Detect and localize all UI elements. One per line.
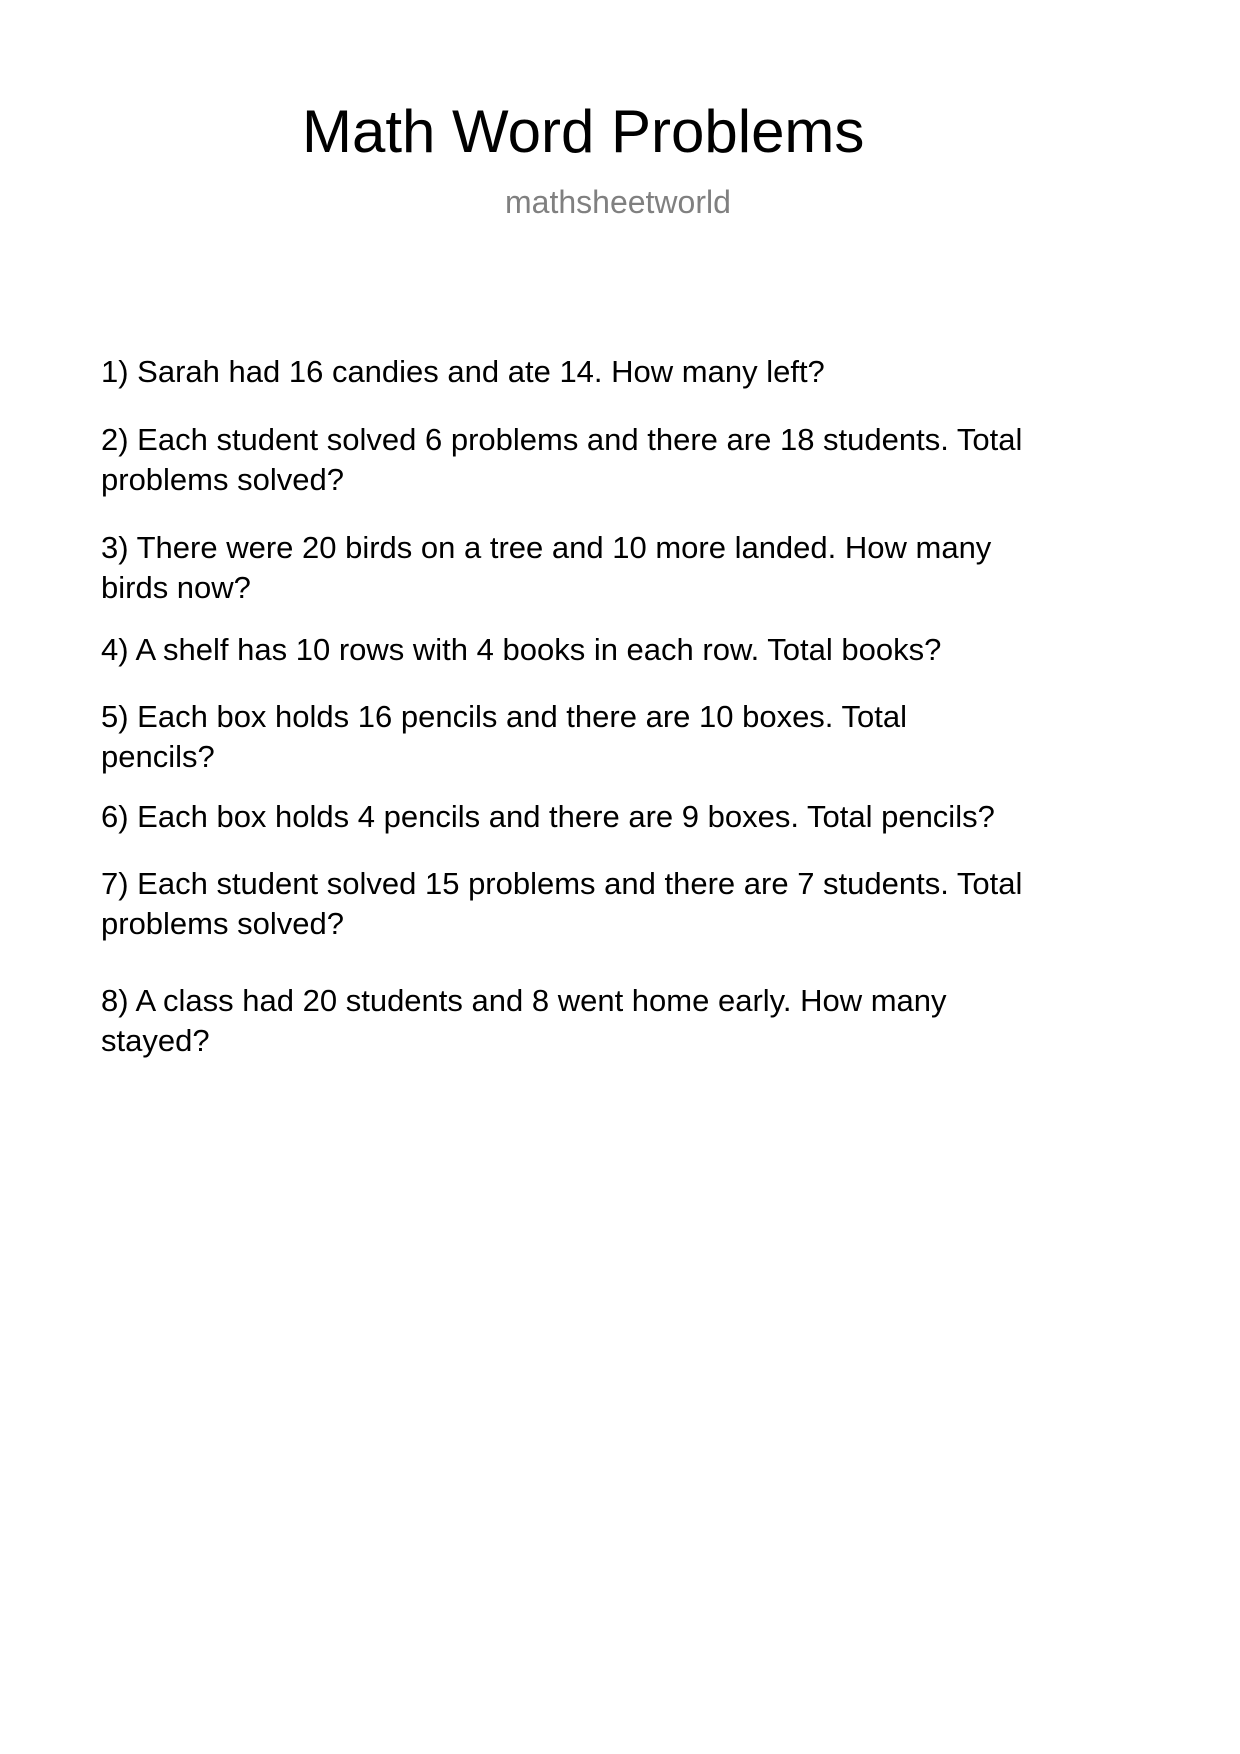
problem-text-line: birds now?	[101, 570, 251, 605]
problem-item	[101, 797, 995, 837]
problem-text-line: 2) Each student solved 6 problems and there are 18 students. Total	[101, 422, 1023, 457]
problem-text-line: 1) Sarah had 16 candies and ate 14. How many left?	[101, 354, 825, 389]
problem-text-line: stayed?	[101, 1023, 210, 1058]
problem-item	[101, 864, 1022, 944]
problem-item	[101, 981, 947, 1061]
problem-text-line: 6) Each box holds 4 pencils and there are 9 boxes. Total pencils?	[101, 799, 995, 834]
problem-text-line: problems solved?	[101, 906, 344, 941]
page-subtitle: mathsheetworld	[505, 184, 731, 220]
page-title: Math Word Problems	[302, 98, 865, 165]
problem-item	[101, 697, 907, 777]
problem-item	[101, 420, 1022, 500]
problem-item	[101, 630, 941, 670]
problem-text-line: 8) A class had 20 students and 8 went home early. How many	[101, 983, 947, 1018]
problem-text-line: 3) There were 20 birds on a tree and 10 more landed. How many	[101, 530, 992, 565]
problem-text-line: problems solved?	[101, 462, 344, 497]
problem-item	[101, 528, 991, 608]
problem-text-line: 5) Each box holds 16 pencils and there are 10 boxes. Total	[101, 699, 907, 734]
problem-item	[101, 352, 825, 392]
problem-text-line: 4) A shelf has 10 rows with 4 books in each row. Total books?	[101, 632, 942, 667]
problem-text-line: pencils?	[101, 739, 215, 774]
problem-text-line: 7) Each student solved 15 problems and there are 7 students. Total	[101, 866, 1023, 901]
